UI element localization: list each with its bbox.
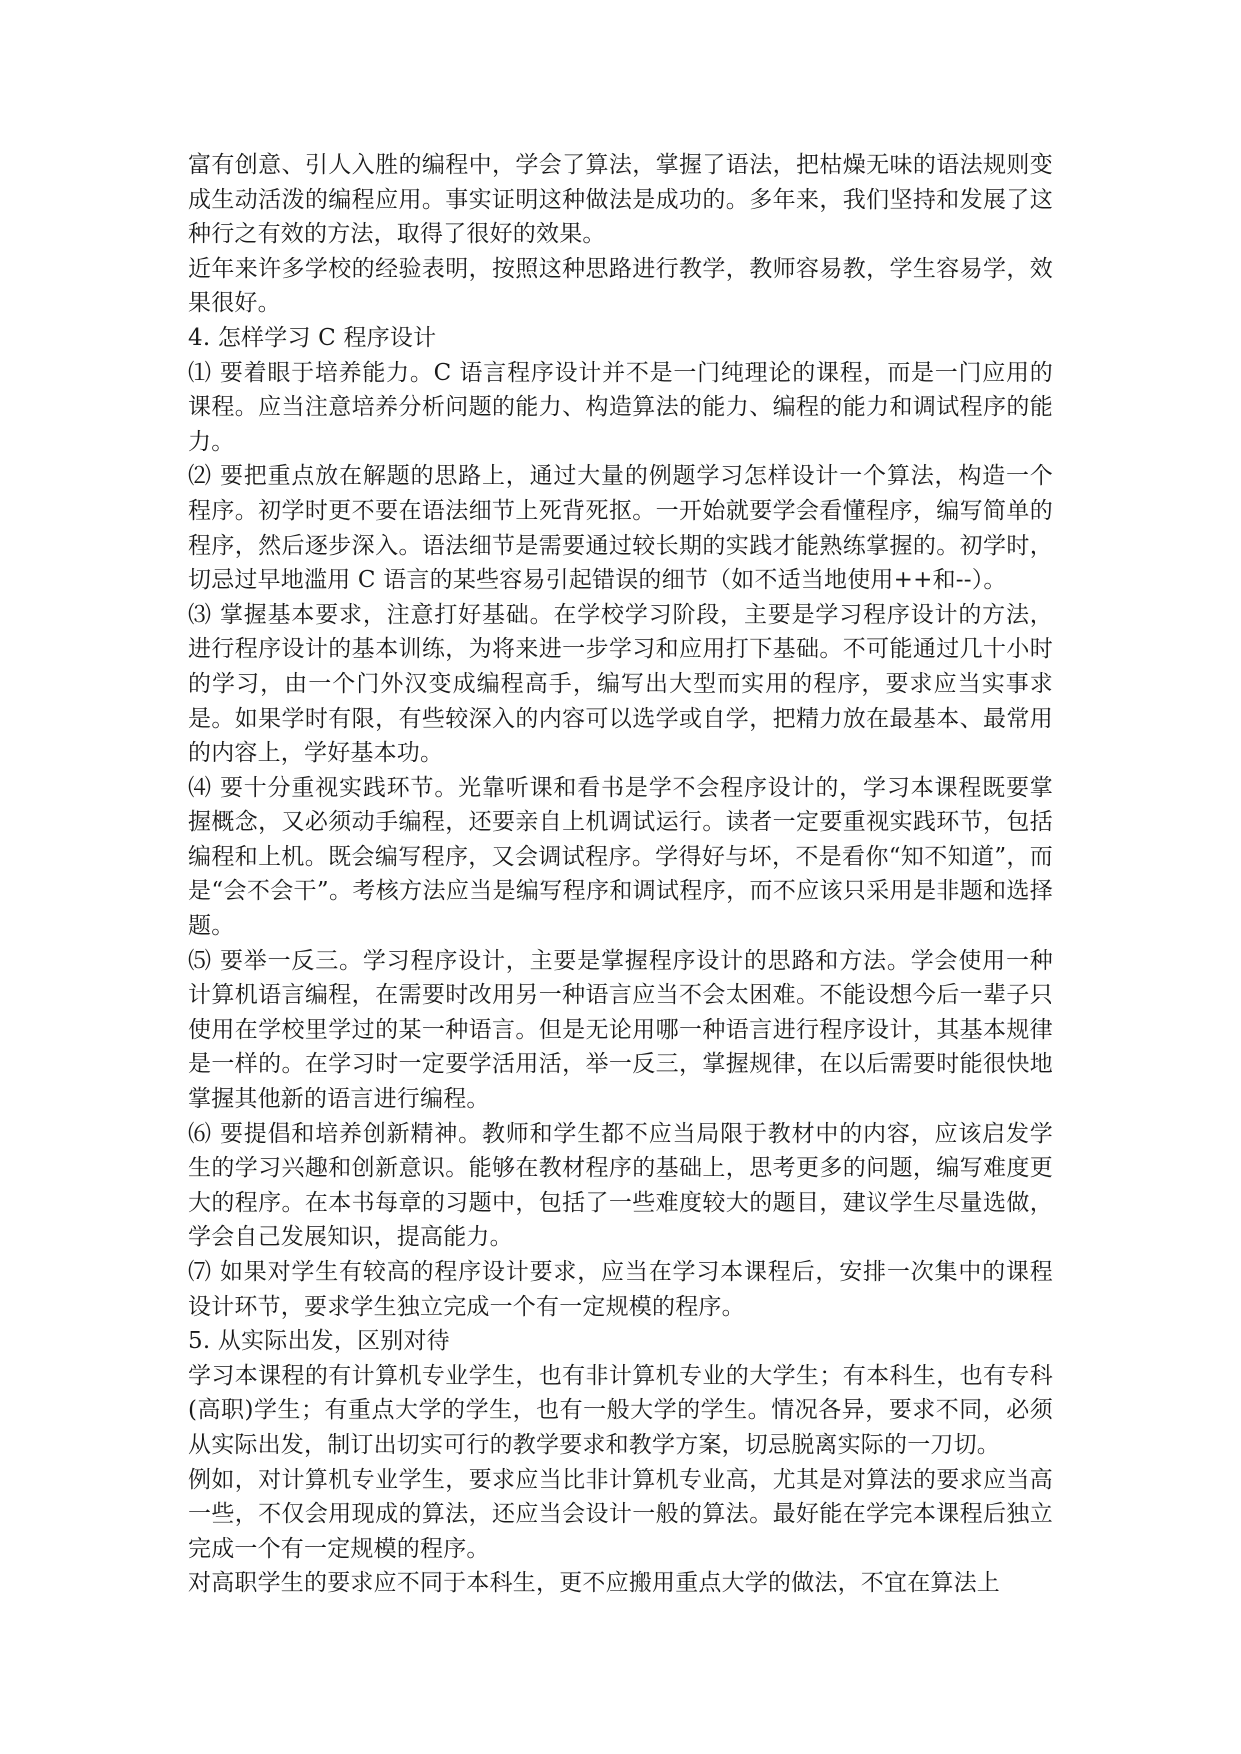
list-item-3: ⑶ 掌握基本要求，注意打好基础。在学校学习阶段，主要是学习程序设计的方法，进行程序设计的基本训练，为将来进一步学习和应用打下基础。不可能通过几十小时的学习，由一个门外汉变成编程高手，编写出大型而实用的程序，要求应当实事求是。如果学时有限，有些较深入的内容可以选学或自学，把精力放在最基本、最常用的内容上，学好基本功。	[188, 601, 1053, 767]
paragraph-example: 例如，对计算机专业学生，要求应当比非计算机专业高，尤其是对算法的要求应当高一些，不仅会用现成的算法，还应当会设计一般的算法。最好能在学完本课程后独立完成一个有一定规模的程序。	[188, 1466, 1053, 1562]
list-item-2: ⑵ 要把重点放在解题的思路上，通过大量的例题学习怎样设计一个算法，构造一个程序。初学时更不要在语法细节上死背死抠。一开始就要学会看懂程序，编写简单的程序，然后逐步深入。语法细节是需要通过较长期的实践才能熟练掌握的。初学时，切忌过早地滥用 C 语言的某些容易引起错误的细节（如不适当地使用++和--）。	[188, 463, 1053, 594]
section-heading-how-to-learn: 4. 怎样学习 C 程序设计	[188, 324, 437, 351]
list-item-1: ⑴ 要着眼于培养能力。C 语言程序设计并不是一门纯理论的课程，而是一门应用的课程。应当注意培养分析问题的能力、构造算法的能力、编程的能力和调试程序的能力。	[188, 359, 1053, 455]
list-item-7: ⑺ 如果对学生有较高的程序设计要求，应当在学习本课程后，安排一次集中的课程设计环节，要求学生独立完成一个有一定规模的程序。	[188, 1259, 1053, 1320]
paragraph-vocational: 对高职学生的要求应不同于本科生，更不应搬用重点大学的做法，不宜在算法上	[188, 1570, 1000, 1597]
list-item-5: ⑸ 要举一反三。学习程序设计，主要是掌握程序设计的思路和方法。学会使用一种计算机语言编程，在需要时改用另一种语言应当不会太困难。不能设想今后一辈子只使用在学校里学过的某一种语言。但是无论用哪一种语言进行程序设计，其基本规律是一样的。在学习时一定要学活用活，举一反三，掌握规律，在以后需要时能很快地掌握其他新的语言进行编程。	[188, 947, 1053, 1113]
paragraph-student-types: 学习本课程的有计算机专业学生，也有非计算机专业的大学生；有本科生，也有专科(高职)学生；有重点大学的学生，也有一般大学的学生。情况各异，要求不同，必须从实际出发，制订出切实可行的教学要求和教学方案，切忌脱离实际的一刀切。	[188, 1362, 1053, 1458]
list-item-4: ⑷ 要十分重视实践环节。光靠听课和看书是学不会程序设计的，学习本课程既要掌握概念，又必须动手编程，还要亲自上机调试运行。读者一定要重视实践环节，包括编程和上机。既会编写程序，又会调试程序。学得好与坏，不是看你“知不知道”，而是“会不会干”。考核方法应当是编写程序和调试程序，而不应该只采用是非题和选择题。	[188, 774, 1053, 940]
document-body	[188, 148, 1053, 1601]
list-item-6: ⑹ 要提倡和培养创新精神。教师和学生都不应当局限于教材中的内容，应该启发学生的学习兴趣和创新意识。能够在教材程序的基础上，思考更多的问题，编写难度更大的程序。在本书每章的习题中，包括了一些难度较大的题目，建议学生尽量选做，学会自己发展知识，提高能力。	[188, 1120, 1053, 1251]
paragraph-intro-continuation: 富有创意、引人入胜的编程中，学会了算法，掌握了语法，把枯燥无味的语法规则变成生动活泼的编程应用。事实证明这种做法是成功的。多年来，我们坚持和发展了这种行之有效的方法，取得了很好的效果。	[188, 152, 1053, 248]
paragraph-experience: 近年来许多学校的经验表明，按照这种思路进行教学，教师容易教，学生容易学，效果很好。	[188, 255, 1053, 317]
section-heading-practical: 5. 从实际出发，区别对待	[188, 1328, 450, 1355]
